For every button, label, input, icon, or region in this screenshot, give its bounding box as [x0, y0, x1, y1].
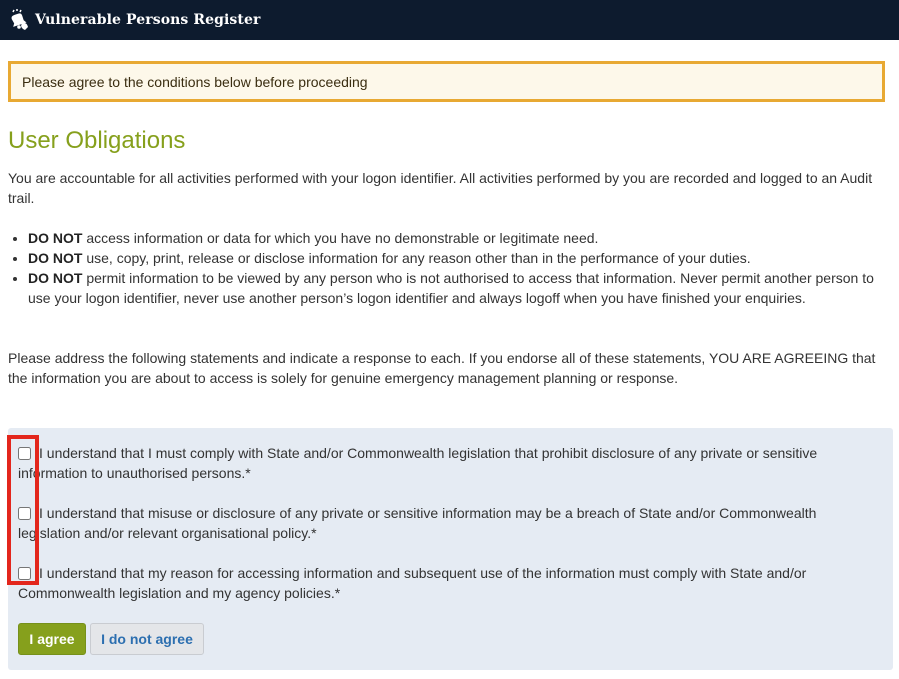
alert-message: Please agree to the conditions below before proceeding — [22, 73, 368, 90]
rule-emphasis: DO NOT — [28, 230, 83, 246]
statement-item[interactable] — [18, 503, 846, 543]
rules-list — [8, 228, 888, 308]
statement-item[interactable] — [18, 443, 846, 483]
rule-emphasis: DO NOT — [28, 250, 83, 266]
rule-item — [28, 228, 888, 248]
statement-text: I understand that misuse or disclosure of any private or sensitive information may be a breach of State and/or Commonwealth legislation and/or relevant organisational policy.* — [18, 505, 817, 541]
agree-button[interactable]: I agree — [18, 623, 86, 655]
disagree-button[interactable]: I do not agree — [90, 623, 204, 655]
statement-text: I understand that I must comply with State and/or Commonwealth legislation that prohibit disclosure of any private or sensitive information to unauthorised persons.* — [18, 445, 818, 481]
app-header — [0, 0, 899, 40]
rule-text: access information or data for which you have no demonstrable or legitimate need. — [82, 230, 599, 246]
statement-text: I understand that my reason for accessing information and subsequent use of the information must comply with State and/or Commonwealth legislation and my agency policies.* — [18, 565, 807, 601]
accountability-paragraph: You are accountable for all activities performed with your logon identifier. All activities performed by you are recorded and logged to an Audit trail. — [8, 170, 873, 206]
rule-item — [28, 248, 888, 268]
page-title: User Obligations — [8, 127, 186, 154]
app-title: Vulnerable Persons Register — [35, 12, 261, 28]
rule-text: permit information to be viewed by any person who is not authorised to access that information. Never permit another person to use your logon identifier, never use another person’s logon identifier and always logoff when you have finished your enquiries. — [28, 270, 874, 306]
rule-emphasis: DO NOT — [28, 270, 83, 286]
statement-item[interactable] — [18, 563, 846, 603]
statement-checkbox[interactable] — [18, 447, 31, 460]
rule-text: use, copy, print, release or disclose information for any reason other than in the performance of your duties. — [82, 250, 751, 266]
rule-item — [28, 268, 888, 308]
statement-checkbox[interactable] — [18, 507, 31, 520]
statement-instructions: Please address the following statements and indicate a response to each. If you endorse all of these statements, YOU ARE AGREEING that the information you are about to access is solely for genuine emergency management planning or response. — [8, 350, 876, 386]
bell-hand-icon — [8, 9, 30, 31]
statement-checkbox[interactable] — [18, 567, 31, 580]
conditions-alert — [8, 61, 885, 102]
